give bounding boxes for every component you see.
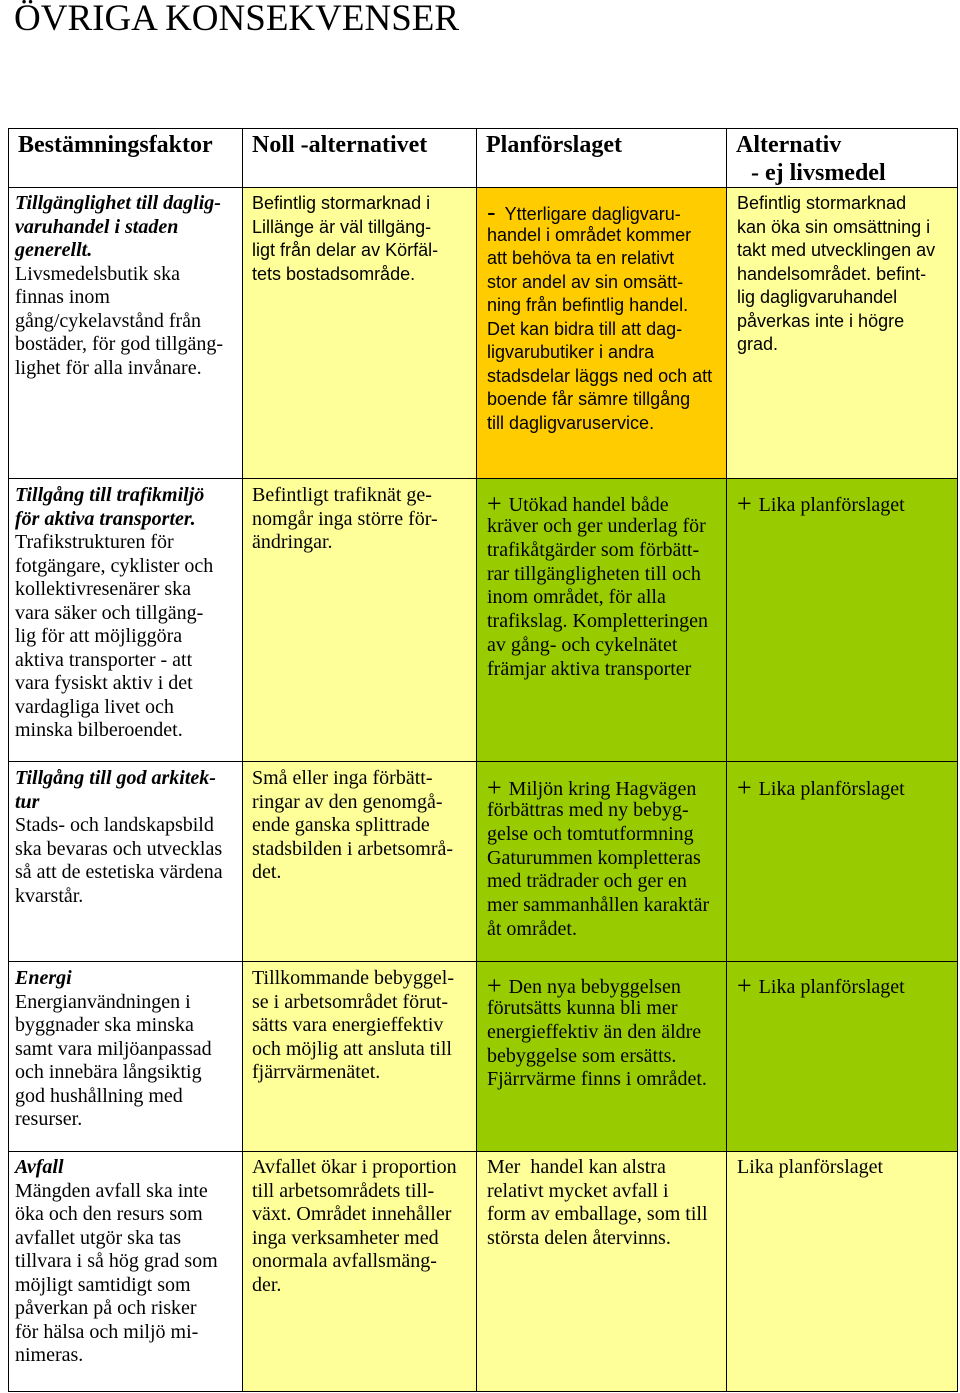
cell-text: Lika planförslaget [758, 976, 905, 998]
header-zero-alternative [243, 129, 477, 188]
factor-heading-line: Tillgång till god arkitek- [15, 767, 216, 789]
factor-text-line: för hälsa och miljö mi- [15, 1320, 199, 1343]
cell-text-line: Det kan bidra till att dag- [487, 318, 683, 339]
plus-sign: + [737, 489, 752, 518]
cell-text: Utökad handel både [508, 494, 669, 516]
factor-cell [9, 962, 243, 1152]
factor-text-line: god hushållning med [15, 1084, 183, 1107]
factor-text-line: finnas inom [15, 286, 110, 309]
factor-text-line: tillvara i så hög grad som [15, 1250, 218, 1273]
cell-text-line [487, 971, 722, 1000]
factor-cell [9, 188, 243, 479]
cell-text-line: rar tillgängligheten till och [487, 562, 701, 585]
plus-sign: + [737, 971, 752, 1000]
factor-text-line: avfallet utgör ska tas [15, 1226, 182, 1249]
factor-cell [9, 479, 243, 762]
factor-cell [9, 1152, 243, 1392]
factor-text-line: Energianvändningen i [15, 990, 191, 1013]
cell-text-line: största delen återvinns. [487, 1226, 671, 1249]
factor-cell [9, 762, 243, 962]
factor-text-line: Mängden avfall ska inte [15, 1179, 208, 1202]
factor-text-line: nimeras. [15, 1344, 84, 1367]
alternative-cell [727, 188, 958, 479]
cell-text-line: det. [252, 861, 282, 884]
zero-alternative-cell [243, 479, 477, 762]
factor-text-line: och innebära långsiktig [15, 1061, 202, 1084]
consequences-table [8, 128, 958, 1392]
table-row [9, 1152, 958, 1392]
cell-text-line: bebyggelse som ersätts. [487, 1044, 677, 1067]
cell-text-line: till dagligvaruservice. [487, 412, 655, 433]
cell-text-line [737, 971, 953, 1000]
cell-text-line: växt. Området innehåller [252, 1203, 452, 1226]
header-factor [9, 129, 243, 188]
cell-text-line: stadsdelar läggs ned och att [487, 365, 713, 386]
cell-text-line: Gaturummen kompletteras [487, 846, 701, 869]
cell-text-line: nomgår inga större för- [252, 507, 438, 530]
cell-text-line [737, 489, 953, 518]
header-alternative [727, 129, 958, 188]
factor-heading-line: generellt. [15, 239, 93, 262]
cell-text-line: Mer handel kan alstra [487, 1156, 666, 1178]
cell-text-line: der. [252, 1273, 282, 1296]
zero-alternative-cell [243, 962, 477, 1152]
cell-text-line: se i arbetsområdet förut- [252, 990, 449, 1013]
table-row [9, 762, 958, 962]
factor-heading-line: Energi [15, 967, 72, 989]
cell-text-line: ende ganska splittrade [252, 814, 430, 837]
cell-text: Lika planförslaget [758, 778, 905, 800]
factor-text-line: gång/cykelavstånd från [15, 309, 202, 332]
factor-text-line: samt vara miljöanpassad [15, 1037, 212, 1060]
alternative-cell [727, 1152, 958, 1392]
cell-text-line [487, 773, 722, 802]
alternative-cell [727, 962, 958, 1152]
zero-alternative-cell [243, 762, 477, 962]
cell-text-line: kräver och ger underlag för [487, 514, 706, 537]
plan-proposal-cell [477, 188, 727, 479]
zero-alternative-cell [243, 1152, 477, 1392]
cell-text-line: ligvarubutiker i andra [487, 342, 655, 363]
plus-sign: + [487, 971, 502, 1000]
zero-alternative-cell [243, 188, 477, 479]
cell-text-line: gelse och tomtutformning [487, 822, 694, 845]
factor-text-line: ska bevaras och utvecklas [15, 837, 223, 860]
header-alternative-sublabel: - ej livsmedel [751, 160, 886, 186]
cell-text-line: stor andel av sin omsätt- [487, 271, 684, 292]
header-alternative-label: Alternativ [736, 132, 842, 158]
factor-heading-line: Avfall [15, 1156, 64, 1178]
table-row [9, 962, 958, 1152]
cell-text-line: handel i området kommer [487, 224, 692, 245]
cell-text-line: fjärrvärmenätet. [252, 1061, 381, 1084]
cell-text-line: ligt från delar av Körfäl- [252, 240, 439, 261]
factor-text-line: vara fysiskt aktiv i det [15, 672, 193, 695]
factor-text-line: Stads- och landskapsbild [15, 814, 214, 837]
cell-text-line: boende får sämre tillgång [487, 389, 691, 410]
factor-text-line: fotgängare, cyklister och [15, 554, 214, 577]
cell-text-line: Fjärrvärme finns i området. [487, 1068, 707, 1091]
plus-sign: + [487, 773, 502, 802]
cell-text: Lika planförslaget [758, 494, 905, 516]
cell-text-line: handelsområdet. befint- [737, 263, 927, 284]
cell-text-line: Små eller inga förbätt- [252, 767, 433, 789]
cell-text-line: till arbetsområdets till- [252, 1179, 435, 1202]
factor-text-line: bostäder, för god tillgäng- [15, 333, 224, 356]
cell-text-line: Avfallet ökar i proportion [252, 1156, 457, 1178]
cell-text-line: åt området. [487, 918, 577, 941]
factor-text-line: vardagliga livet och [15, 695, 174, 718]
cell-text-line [487, 489, 722, 518]
factor-text-line: påverkan på och risker [15, 1297, 197, 1320]
cell-text-line: sätts vara energieffektiv [252, 1014, 444, 1037]
factor-text-line: kollektivresenärer ska [15, 578, 192, 601]
factor-text-line: öka och den resurs som [15, 1203, 203, 1226]
factor-text-line: aktiva transporter - att [15, 648, 193, 671]
cell-text-line [487, 197, 722, 227]
cell-text-line: ändringar. [252, 531, 333, 554]
factor-text-line: minska bilberoendet. [15, 719, 183, 742]
cell-text-line: trafikåtgärder som förbätt- [487, 538, 700, 561]
cell-text-line [737, 773, 953, 802]
cell-text-line: främjar aktiva transporter [487, 657, 692, 680]
alternative-cell [727, 479, 958, 762]
factor-heading-line: varuhandel i staden [15, 215, 179, 238]
factor-text-line: byggnader ska minska [15, 1014, 194, 1037]
cell-text-line: trafikslag. Kompletteringen [487, 610, 709, 633]
header-factor-label: Bestämningsfaktor [18, 132, 213, 158]
factor-heading-line: för aktiva transporter. [15, 507, 196, 530]
cell-text-line: ringar av den genomgå- [252, 790, 443, 813]
cell-text-line: påverkas inte i högre [737, 310, 905, 331]
factor-text-line: så att de estetiska värdena [15, 861, 223, 884]
factor-text-line: Trafikstrukturen för [15, 531, 174, 554]
cell-text-line: mer sammanhållen karaktär [487, 894, 710, 917]
cell-text: Miljön kring Hagvägen [508, 778, 697, 800]
minus-sign: - [487, 197, 496, 227]
cell-text-line: med trädrader och ger en [487, 870, 687, 893]
plan-proposal-cell [477, 962, 727, 1152]
factor-text-line: möjligt samtidigt som [15, 1273, 191, 1296]
cell-text-line: och möjlig att ansluta till [252, 1037, 452, 1060]
cell-text-line: Befintlig stormarknad i [252, 193, 431, 213]
alternative-cell [727, 762, 958, 962]
factor-text-line: Livsmedelsbutik ska [15, 262, 180, 285]
cell-text-line: relativt mycket avfall i [487, 1179, 669, 1202]
factor-heading-line: Tillgänglighet till daglig- [15, 192, 221, 214]
cell-text-line: att behöva ta en relativt [487, 248, 675, 269]
cell-text-line: onormala avfallsmäng- [252, 1250, 437, 1273]
cell-text-line: tets bostadsområde. [252, 263, 416, 284]
page-title: ÖVRIGA KONSEKVENSER [14, 0, 460, 39]
header-plan-proposal [477, 129, 727, 188]
plus-sign: + [737, 773, 752, 802]
cell-text-line: kan öka sin omsättning i [737, 216, 931, 237]
cell-text-line: takt med utvecklingen av [737, 240, 936, 261]
header-zero-alternative-label: Noll -alternativet [252, 132, 428, 158]
cell-text-line: Befintlig stormarknad [737, 193, 907, 213]
plus-sign: + [487, 489, 502, 518]
cell-text: Den nya bebyggelsen [508, 976, 681, 998]
cell-text-line: energieffektiv än den äldre [487, 1020, 702, 1043]
cell-text-line: lig dagligvaruhandel [737, 287, 898, 308]
cell-text-line: Lika planförslaget [737, 1156, 884, 1178]
plan-proposal-cell [477, 1152, 727, 1392]
factor-text-line: resurser. [15, 1108, 83, 1131]
cell-text-line: form av emballage, som till [487, 1203, 708, 1226]
cell-text: Ytterligare dagligvaru- [504, 204, 681, 224]
cell-text-line: av gång- och cykelnätet [487, 634, 678, 657]
cell-text-line: inga verksamheter med [252, 1226, 439, 1249]
cell-text-line: ning från befintlig handel. [487, 295, 689, 316]
factor-text-line: lig för att möjliggöra [15, 625, 183, 648]
cell-text-line: grad. [737, 334, 779, 355]
cell-text-line: inom området, för alla [487, 586, 666, 609]
table-row [9, 188, 958, 479]
header-row [9, 129, 958, 188]
plan-proposal-cell [477, 762, 727, 962]
factor-heading-line: tur [15, 790, 40, 813]
table-row [9, 479, 958, 762]
cell-text-line: Befintligt trafiknät ge- [252, 484, 432, 506]
factor-text-line: kvarstår. [15, 884, 84, 907]
factor-heading-line: Tillgång till trafikmiljö [15, 484, 205, 506]
cell-text-line: förutsätts kunna bli mer [487, 996, 678, 1019]
factor-text-line: vara säker och tillgäng- [15, 601, 204, 624]
cell-text-line: förbättras med ny bebyg- [487, 798, 689, 821]
cell-text-line: Tillkommande bebyggel- [252, 967, 455, 989]
cell-text-line: Lillänge är väl tillgäng- [252, 216, 432, 237]
cell-text-line: stadsbilden i arbetsområ- [252, 837, 454, 860]
plan-proposal-cell [477, 479, 727, 762]
header-plan-proposal-label: Planförslaget [486, 132, 622, 158]
factor-text-line: lighet för alla invånare. [15, 356, 202, 379]
